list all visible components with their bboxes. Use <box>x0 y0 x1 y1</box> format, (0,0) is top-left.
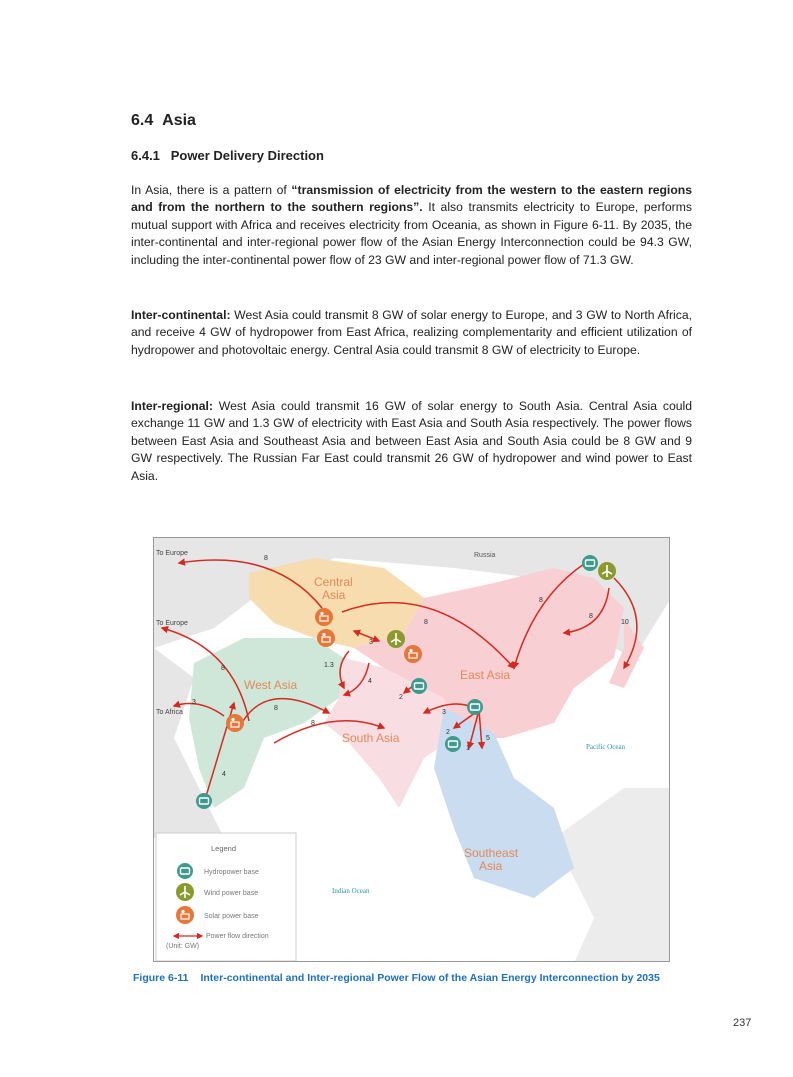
legend-title: Legend <box>211 844 237 853</box>
flow-value: 8 <box>589 613 593 620</box>
label-central-asia: Central <box>314 575 353 589</box>
power-flow-map <box>153 537 670 962</box>
flow-value: 4 <box>222 771 226 778</box>
legend-solar-label: Solar power base <box>204 913 259 920</box>
flow-value: 8 <box>274 705 278 712</box>
legend-flow-label: Power flow direction <box>206 933 269 940</box>
hydropower-base-icon <box>445 736 461 752</box>
figure-caption <box>133 972 672 984</box>
section-title: Asia <box>162 112 196 129</box>
legend-solar-icon <box>176 906 194 924</box>
hydropower-base-icon <box>196 793 212 809</box>
text: West Asia could transmit 16 GW of solar energy to South Asia. Central Asia could exchange 11 GW and 1.3 GW of electricity with East Asia and South Asia respectively. The power flows between East Asia and Southeast Asia and between East Asia and South Asia could be 8 GW and 9 GW respectively. The Russian Far East could transmit 26 GW of hydropower and wind power to East Asia. <box>131 399 692 483</box>
label-russia: Russia <box>474 552 496 559</box>
label-southeast-asia: Southeast <box>464 846 519 860</box>
flow-value: 8 <box>539 597 543 604</box>
flow-value: 2 <box>399 694 403 701</box>
solar-base-icon <box>317 629 335 647</box>
legend-hydropower-icon <box>177 863 193 879</box>
map-svg <box>154 538 670 962</box>
label-central-asia: Asia <box>322 588 346 602</box>
label-south-asia: South Asia <box>342 731 400 745</box>
section-heading <box>131 112 196 130</box>
subsection-number: 6.4.1 <box>131 148 160 163</box>
solar-base-icon <box>315 608 333 626</box>
label-indian-ocean: Indian Ocean <box>332 887 370 895</box>
legend-hydropower-label: Hydropower base <box>204 869 259 876</box>
hydropower-base-icon <box>467 699 483 715</box>
hydropower-base-icon <box>582 555 598 571</box>
text: West Asia could transmit 8 GW of solar energy to Europe, and 3 GW to North Africa, and receive 4 GW of hydropower from East Africa, realizing complementarity and efficient utilization of hydropower and photovoltaic energy. Central Asia could transmit 8 GW of electricity to Europe. <box>131 308 692 357</box>
label-to-africa: To Africa <box>156 709 183 716</box>
bold-text: “transmission of electricity from the western to the eastern regions and from the northern to the southern regions”. <box>131 183 692 215</box>
flow-value: 8 <box>264 555 268 562</box>
label-to-europe: To Europe <box>156 550 188 557</box>
wind-base-icon <box>598 562 616 580</box>
legend-wind-label: Wind power base <box>204 890 259 897</box>
flow-value: 2 <box>446 729 450 736</box>
subsection-heading <box>131 148 324 163</box>
wind-base-icon <box>387 630 405 648</box>
label-pacific-ocean: Pacific Ocean <box>586 743 626 751</box>
text: In Asia, there is a pattern of <box>131 183 292 197</box>
flow-value: 1.3 <box>324 662 334 669</box>
subsection-title: Power Delivery Direction <box>170 148 324 163</box>
flow-value: 8 <box>311 720 315 727</box>
bold-text: Inter-regional: <box>131 399 213 413</box>
flow-value: 1 <box>466 745 470 752</box>
hydropower-base-icon <box>411 678 427 694</box>
figure-number: Figure 6-11 <box>133 972 189 984</box>
page-number: 237 <box>733 1017 752 1029</box>
flow-value: 10 <box>621 619 629 626</box>
figure-caption-text: Inter-continental and Inter-regional Power Flow of the Asian Energy Interconnection by 2035 <box>200 972 660 984</box>
paragraph-inter-continental <box>131 307 692 359</box>
flow-value: 5 <box>486 735 490 742</box>
bold-text: Inter-continental: <box>131 308 231 322</box>
paragraph-intro <box>131 182 692 269</box>
section-number: 6.4 <box>131 112 154 129</box>
flow-value: 3 <box>442 709 446 716</box>
solar-base-icon <box>226 714 244 732</box>
flow-value: 3 <box>192 699 196 706</box>
flow-value: 3 <box>369 639 373 646</box>
map-legend <box>156 833 296 961</box>
label-to-europe: To Europe <box>156 620 188 627</box>
legend-unit: (Unit: GW) <box>166 943 200 950</box>
flow-value: 8 <box>221 665 225 672</box>
label-west-asia: West Asia <box>244 678 298 692</box>
legend-wind-icon <box>176 883 194 901</box>
flow-value: 4 <box>368 678 372 685</box>
text: It also transmits electricity to Europe, performs mutual support with Africa and receives electricity from Oceania, as shown in Figure 6-11. By 2035, the inter-continental and inter-regional power flow of the Asian Energy Interconnection could be 94.3 GW, including the inter-continental power flow of 23 GW and inter-regional power flow of 71.3 GW. <box>131 200 692 267</box>
paragraph-inter-regional <box>131 398 692 485</box>
flow-value: 8 <box>424 619 428 626</box>
label-east-asia: East Asia <box>460 668 511 682</box>
label-southeast-asia: Asia <box>479 859 503 873</box>
solar-base-icon <box>404 645 422 663</box>
